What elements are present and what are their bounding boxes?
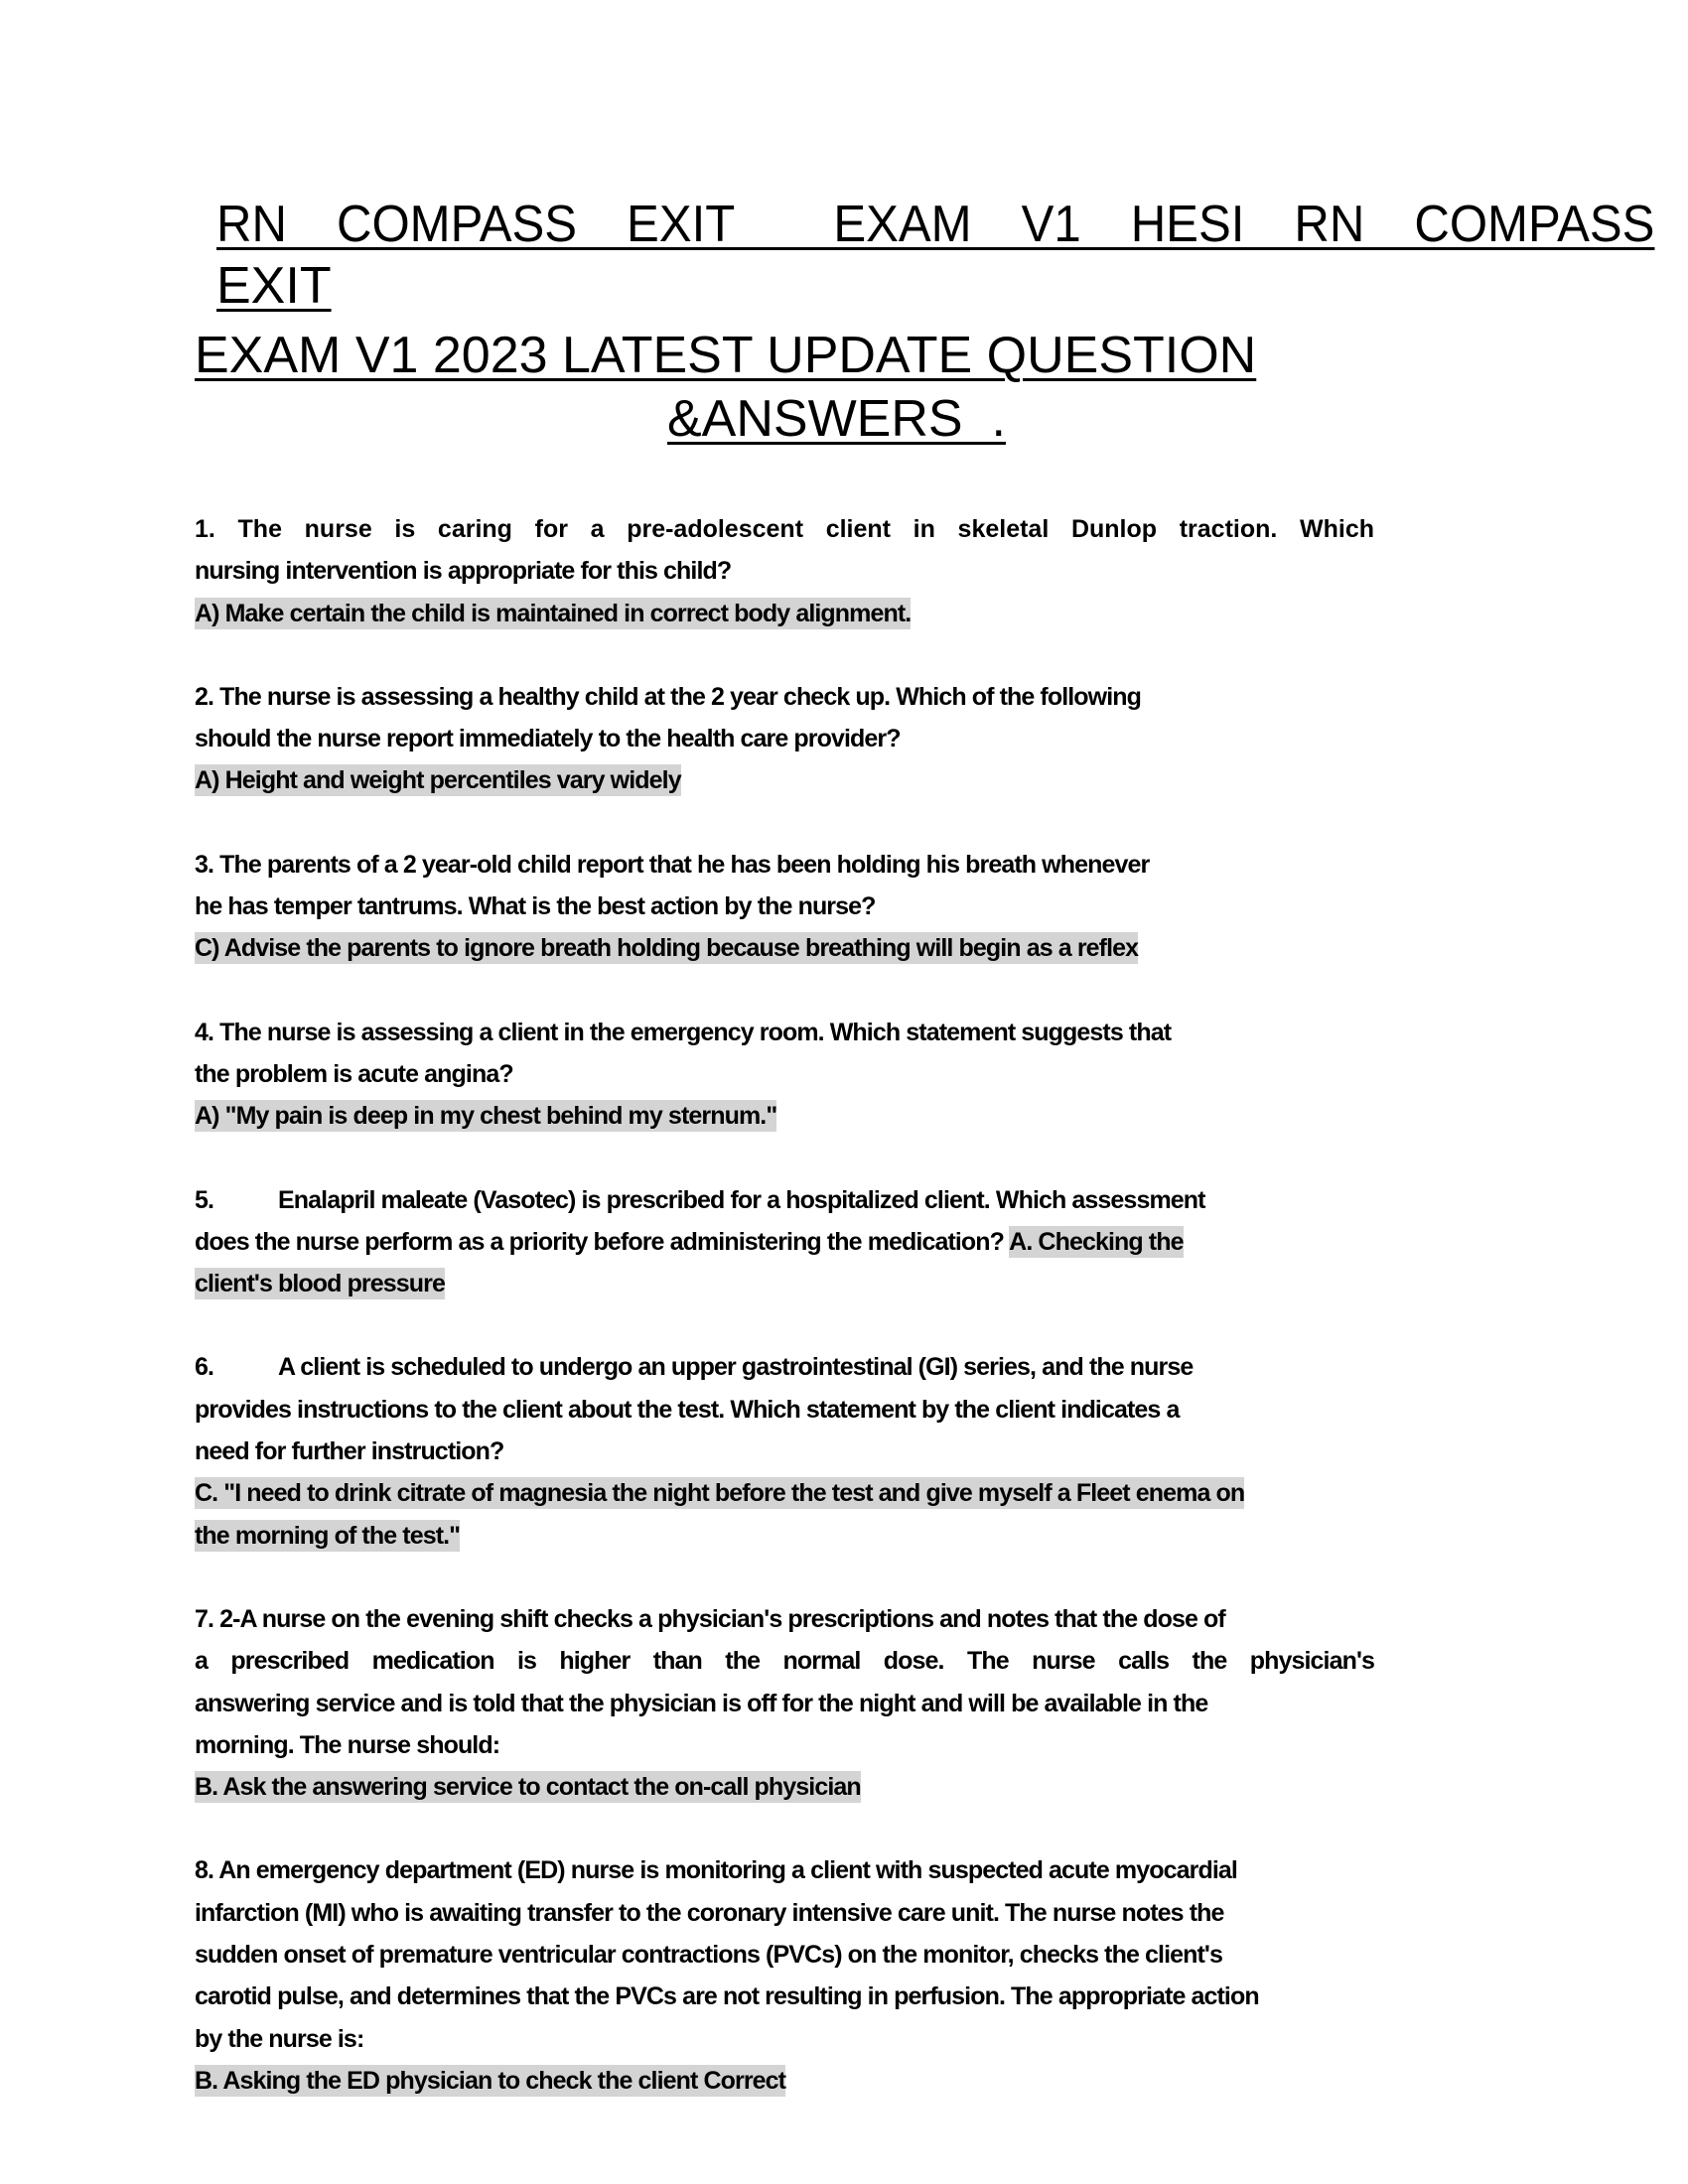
answer-highlight: the morning of the test." (195, 1521, 461, 1550)
question-text: morning. The nurse should: (195, 1730, 500, 1759)
question-text: 4. The nurse is assessing a client in the emergency room. Which statement suggests that (195, 1018, 1172, 1046)
question-6 (195, 1346, 1436, 1556)
question-text: carotid pulse, and determines that the PVCs are not resulting in perfusion. The appropriate action (195, 1982, 1259, 2011)
question-text: the problem is acute angina? (195, 1059, 513, 1088)
question-text: 3. The parents of a 2 year-old child report that he has been holding his breath whenever (195, 850, 1150, 879)
title-line-4: &ANSWERS . (667, 390, 1006, 448)
answer-highlight: B. Ask the answering service to contact the on-call physician (195, 1773, 861, 1802)
question-text: does the nurse perform as a priority before administering the medication? A. Checking the (195, 1227, 1184, 1256)
question-text: 7. 2-A nurse on the evening shift checks a physician's prescriptions and notes that the dose of (195, 1604, 1225, 1633)
question-text: 8. An emergency department (ED) nurse is monitoring a client with suspected acute myocardial (195, 1856, 1237, 1885)
question-text: he has temper tantrums. What is the best action by the nurse? (195, 892, 876, 921)
question-2 (195, 676, 1436, 802)
answer-highlight: A) Make certain the child is maintained in correct body alignment. (195, 599, 912, 627)
question-3 (195, 844, 1436, 970)
title-line-1: RN COMPASS EXIT EXAM V1 HESI RN COMPASS (216, 196, 1655, 253)
question-8 (195, 1849, 1436, 2102)
question-text: should the nurse report immediately to the health care provider? (195, 725, 901, 753)
answer-highlight: client's blood pressure (195, 1270, 445, 1298)
question-7 (195, 1598, 1436, 1808)
question-list (195, 508, 1436, 2143)
answer-highlight: A. Checking the (1009, 1227, 1184, 1256)
question-1 (195, 508, 1436, 634)
answer-highlight: B. Asking the ED physician to check the client Correct (195, 2066, 786, 2095)
question-text: provides instructions to the client about the test. Which statement by the client indicates a (195, 1395, 1180, 1424)
question-text: 1. The nurse is caring for a pre-adolescent client in skeletal Dunlop traction. Which (195, 515, 1374, 543)
question-text: infarction (MI) who is awaiting transfer to the coronary intensive care unit. The nurse notes the (195, 1898, 1224, 1927)
answer-highlight: A) "My pain is deep in my chest behind my sternum." (195, 1102, 777, 1131)
answer-highlight: A) Height and weight percentiles vary widely (195, 766, 681, 795)
question-text: answering service and is told that the physician is off for the night and will be available in the (195, 1689, 1208, 1717)
title-line-3: EXAM V1 2023 LATEST UPDATE QUESTION (195, 327, 1257, 384)
question-4 (195, 1012, 1436, 1138)
question-text: a prescribed medication is higher than the normal dose. The nurse calls the physician's (195, 1647, 1374, 1676)
question-text: 6. A client is scheduled to undergo an upper gastrointestinal (GI) series, and the nurse (195, 1353, 1194, 1382)
question-text: nursing intervention is appropriate for this child? (195, 557, 732, 586)
title-line-2: EXIT (216, 257, 332, 315)
answer-highlight: C) Advise the parents to ignore breath holding because breathing will begin as a reflex (195, 934, 1139, 963)
question-text: by the nurse is: (195, 2024, 364, 2053)
question-text: 5. Enalapril maleate (Vasotec) is prescribed for a hospitalized client. Which assessment (195, 1185, 1205, 1214)
question-text: sudden onset of premature ventricular contractions (PVCs) on the monitor, checks the client's (195, 1941, 1222, 1970)
question-text: need for further instruction? (195, 1437, 504, 1466)
question-5 (195, 1179, 1436, 1305)
answer-highlight: C. "I need to drink citrate of magnesia the night before the test and give myself a Fleet enema on (195, 1479, 1245, 1508)
question-text: 2. The nurse is assessing a healthy child at the 2 year check up. Which of the following (195, 682, 1142, 711)
